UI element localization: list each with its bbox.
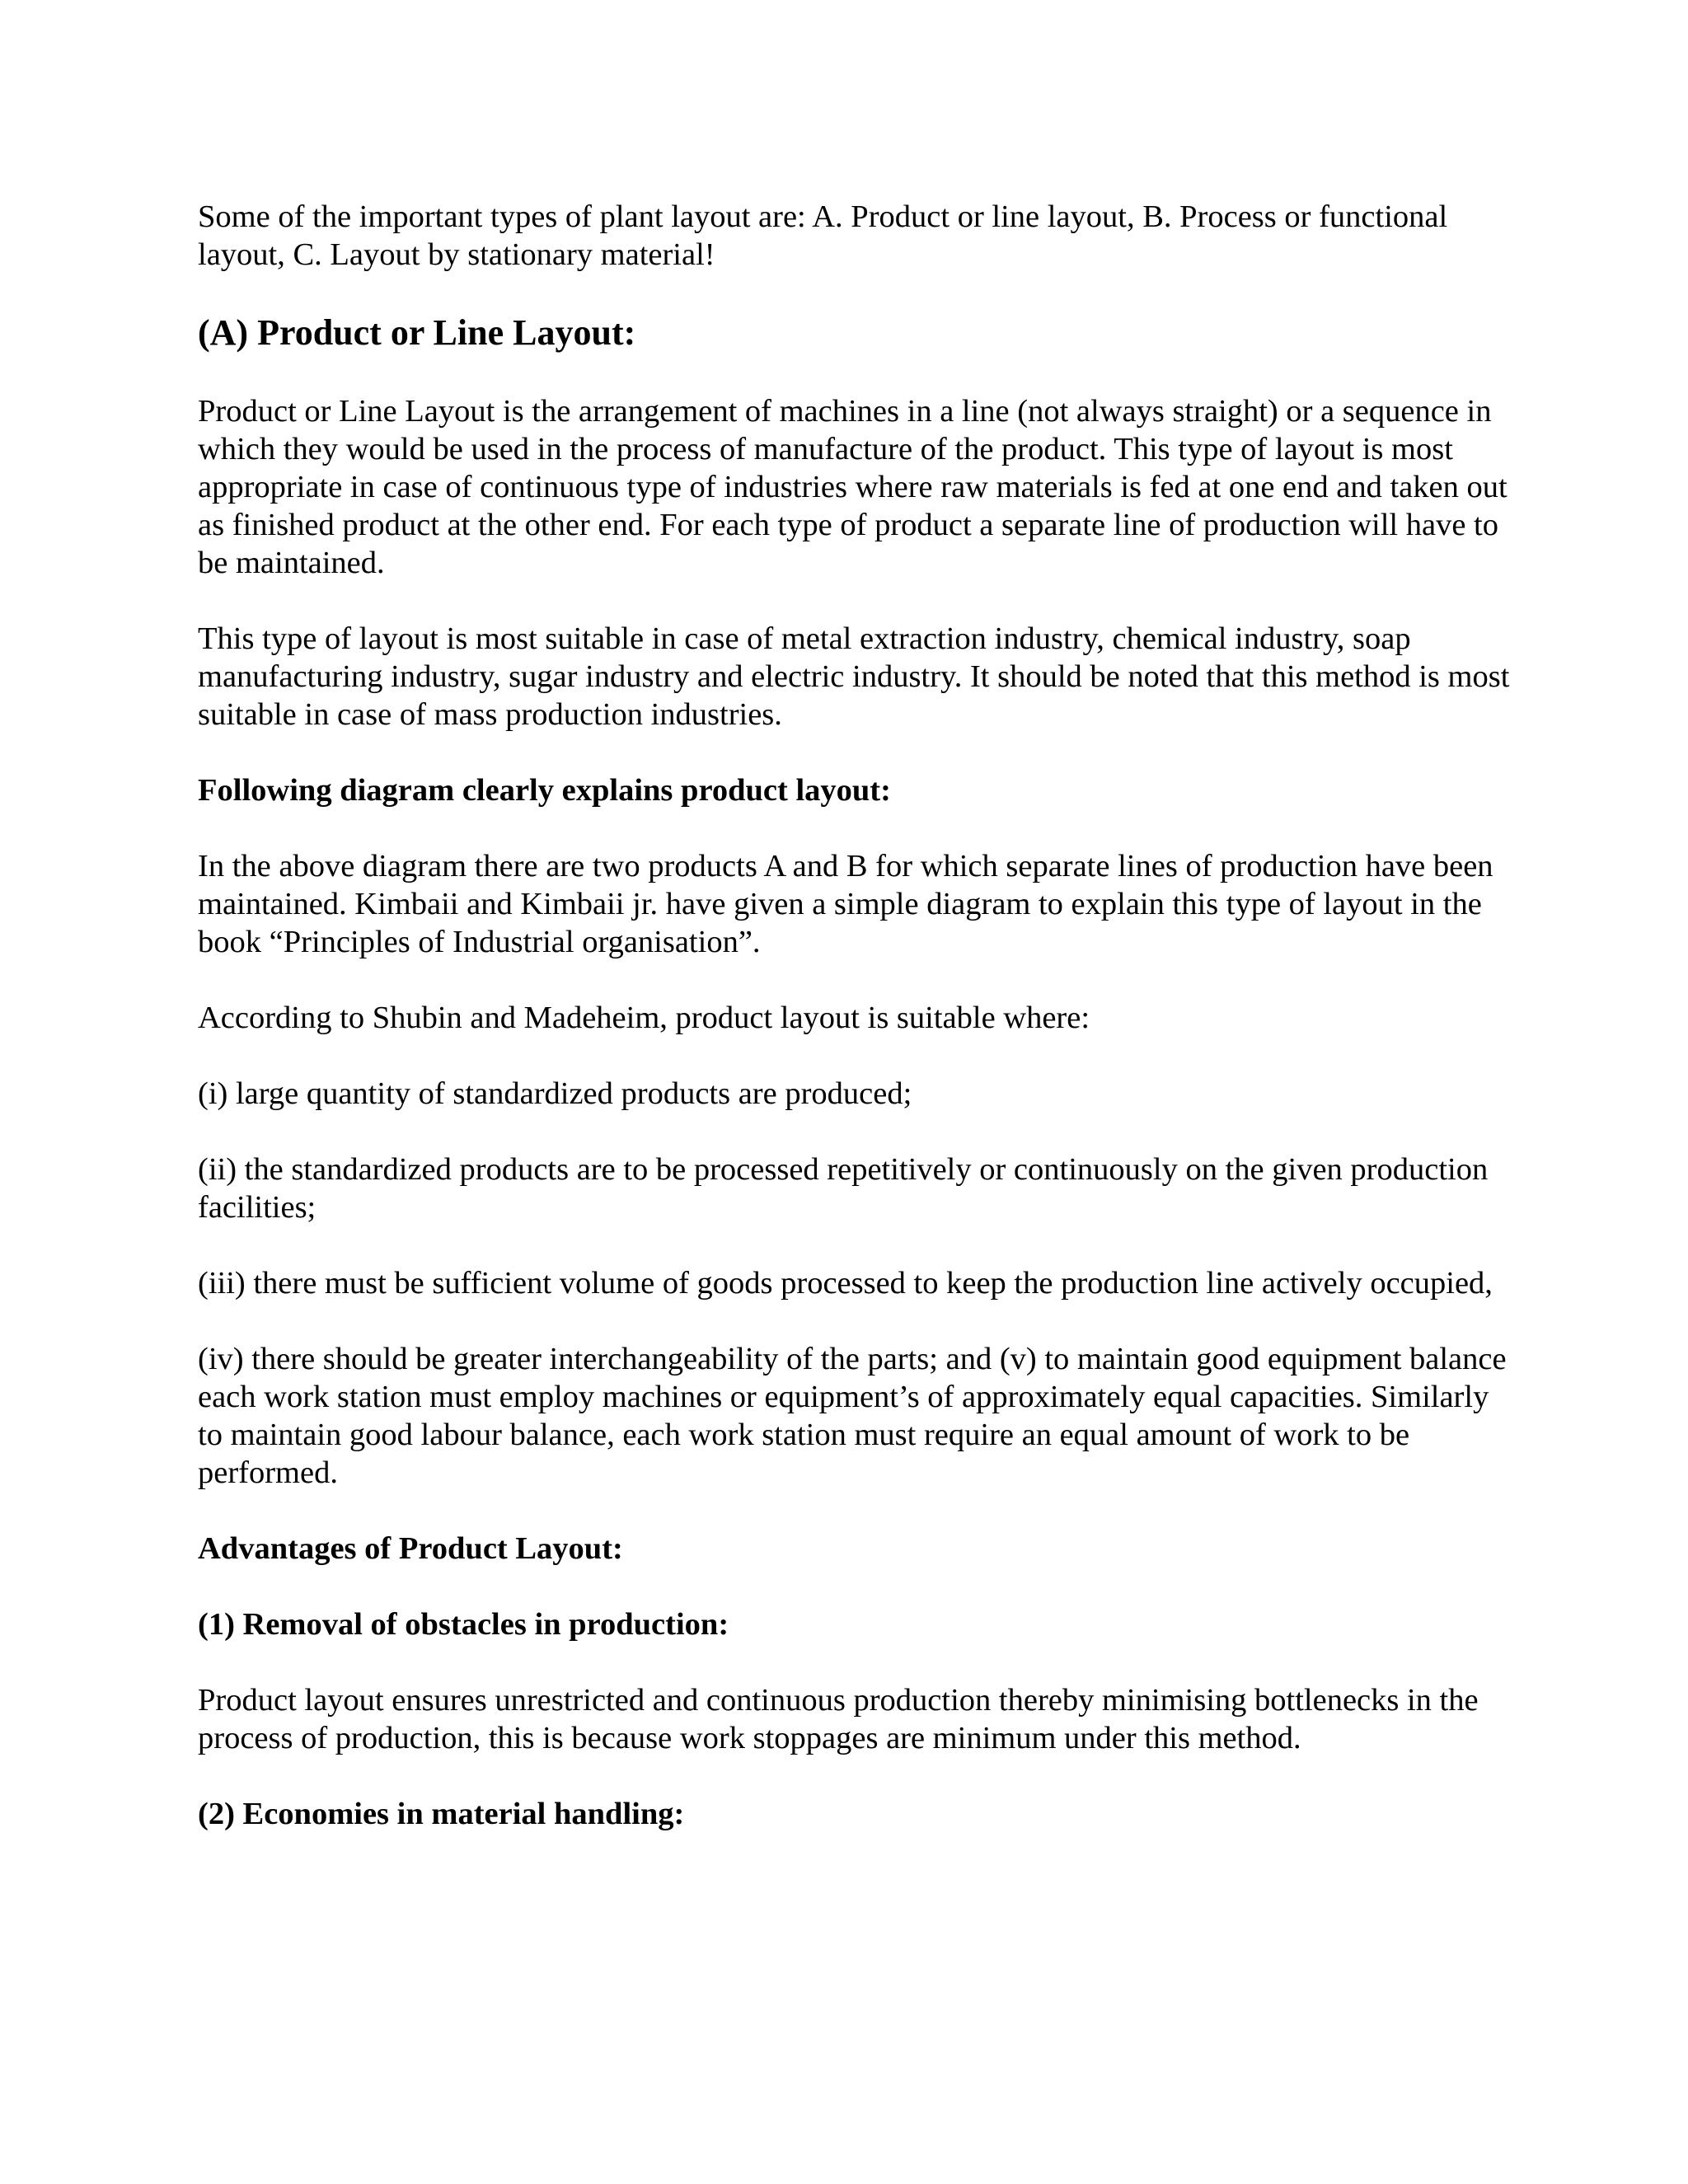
list-item: (iii) there must be sufficient volume of goods processed to keep the production line actively occupied,: [198, 1266, 1493, 1301]
list-item: (iv) there should be greater interchangeability of the parts; and (v) to maintain good equipment balance each work station must employ machines or equipment’s of approximately equal capacities. Similarly to maintain good labour balance, each work station must require an equal amount of work to be performed.: [198, 1342, 1507, 1490]
section-heading-product-layout: (A) Product or Line Layout:: [198, 312, 636, 353]
suitability-intro-paragraph: According to Shubin and Madeheim, product layout is suitable where:: [198, 1001, 1090, 1035]
advantage-2-heading: (2) Economies in material handling:: [198, 1797, 685, 1831]
product-layout-definition-paragraph: Product or Line Layout is the arrangement of machines in a line (not always straight) or a sequence in which they would be used in the process of manufacture of the product. This type of layout is most appropriate in case of continuous type of industries where raw materials is fed at one end and taken out as finished product at the other end. For each type of product a separate line of production will have to be maintained.: [198, 394, 1507, 580]
diagram-explanation-paragraph: In the above diagram there are two products A and B for which separate lines of production have been maintained. Kimbaii and Kimbaii jr. have given a simple diagram to explain this type of layout in the book “Principles of Industrial organisation”.: [198, 849, 1493, 959]
list-item: (i) large quantity of standardized products are produced;: [198, 1076, 912, 1111]
diagram-caption: Following diagram clearly explains product layout:: [198, 773, 891, 808]
document-page: [198, 198, 1517, 1871]
advantages-heading: Advantages of Product Layout:: [198, 1531, 623, 1566]
intro-paragraph: Some of the important types of plant layout are: A. Product or line layout, B. Process or functional layout, C. Layout by stationary material!: [198, 199, 1448, 272]
list-item: (ii) the standardized products are to be processed repetitively or continuously on the given production facilities;: [198, 1152, 1489, 1225]
advantage-1-text: Product layout ensures unrestricted and continuous production thereby minimising bottlenecks in the process of production, this is because work stoppages are minimum under this method.: [198, 1683, 1479, 1755]
advantage-1-heading: (1) Removal of obstacles in production:: [198, 1607, 729, 1642]
suitable-industries-paragraph: This type of layout is most suitable in case of metal extraction industry, chemical industry, soap manufacturing industry, sugar industry and electric industry. It should be noted that this method is most suitable in case of mass production industries.: [198, 621, 1510, 732]
